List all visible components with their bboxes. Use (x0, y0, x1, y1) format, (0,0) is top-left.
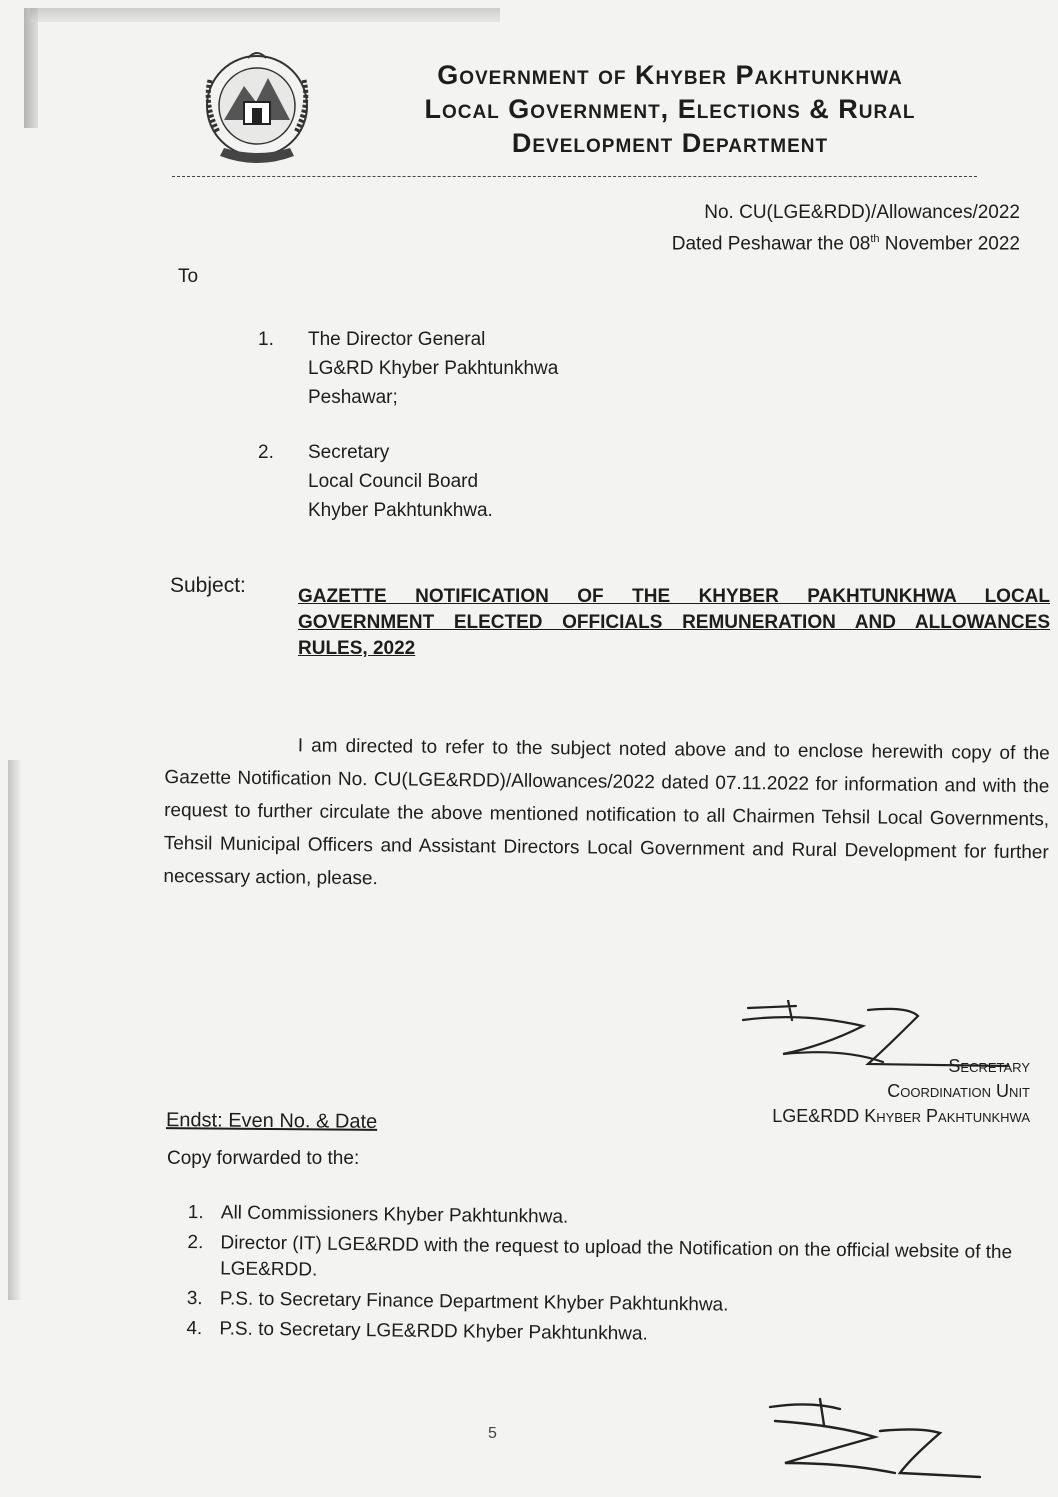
addressee-line: LG&RD Khyber Pakhtunkhwa (308, 358, 559, 379)
initials-signature-icon (760, 1395, 990, 1490)
subject-label: Subject: (170, 574, 246, 597)
list-item: 1. All Commissioners Khyber Pakhtunkhwa. (187, 1201, 569, 1228)
list-item: 2. Director (IT) LGE&RDD with the request to upload the Notification on the official website of the LGE&RDD. (187, 1231, 1013, 1281)
signatory-department: LGE&RDD Khyber Pakhtunkhwa (772, 1106, 1030, 1126)
copy-forwarded-label: Copy forwarded to the: (167, 1148, 360, 1169)
addressee-number: 1. (258, 329, 274, 350)
signatory-unit: Coordination Unit (887, 1081, 1030, 1101)
scan-top-shadow (30, 8, 500, 22)
kp-government-emblem-icon (198, 40, 316, 172)
subject-text: GAZETTE NOTIFICATION OF THE KHYBER PAKHTUNKHWA LOCAL GOVERNMENT ELECTED OFFICIALS REMUNERATION AND ALLOWANCES RULES, 2022 (298, 586, 1050, 659)
page-mark: 5 (488, 1425, 497, 1442)
letterhead-line-1: Government of Khyber Pakhtunkhwa (437, 60, 903, 90)
addressee-line: The Director General (308, 329, 486, 350)
endorsement-label: Endst: Even No. & Date (165, 1109, 378, 1133)
reference-date: Dated Peshawar the 08th November 2022 (671, 233, 1020, 255)
list-item: 3. P.S. to Secretary Finance Department Khyber Pakhtunkhwa. (186, 1287, 729, 1316)
signatory-title: Secretary (948, 1056, 1030, 1076)
letterhead-line-3: Development Department (511, 128, 829, 158)
copy-list (186, 1200, 1043, 1356)
letter-body: I am directed to refer to the subject noted above and to enclose herewith copy of the Gazette Notification No. CU(LGE&RDD)/Allowances/2022 dated 07.11.2022 for information and with the request to further circulate the above mentioned notification to all Chairmen Tehsil Local Governments, Tehsil Municipal Officers and Assistant Directors Local Government and Rural Development for further necessary action, please. (163, 735, 1050, 890)
header-divider (172, 176, 977, 177)
letterhead-line-2: Local Government, Elections & Rural (424, 94, 916, 124)
list-item: 4. P.S. to Secretary LGE&RDD Khyber Pakhtunkhwa. (186, 1317, 648, 1345)
addressee-line: Peshawar; (308, 387, 398, 408)
to-label: To (178, 266, 199, 287)
addressee-line: Khyber Pakhtunkhwa. (308, 500, 493, 521)
addressee-line: Secretary (308, 442, 390, 463)
reference-number: No. CU(LGE&RDD)/Allowances/2022 (704, 202, 1020, 223)
reference-block (672, 200, 1020, 257)
addressee-1 (258, 325, 558, 412)
scan-edge-shadow (24, 8, 38, 128)
addressee-number: 2. (258, 442, 274, 463)
addressee-line: Local Council Board (308, 471, 479, 492)
letterhead (360, 58, 980, 160)
scan-left-shadow (8, 760, 22, 1300)
addressee-2 (258, 438, 493, 525)
